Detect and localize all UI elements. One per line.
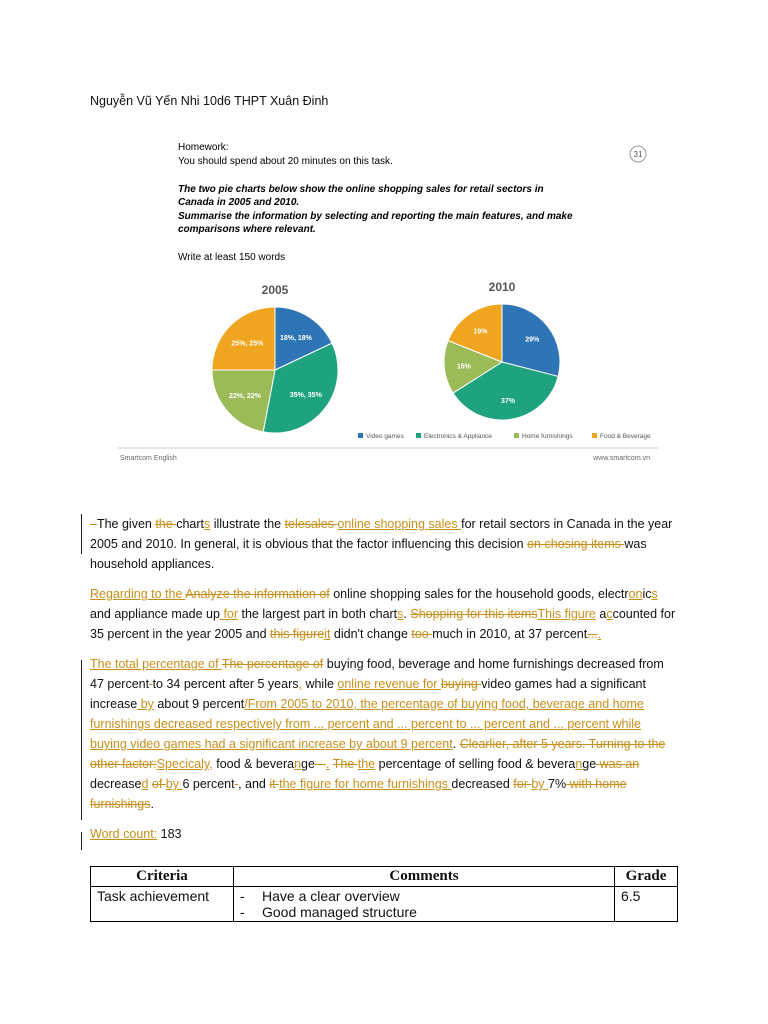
legend-label-2: Home furnishings bbox=[522, 433, 573, 440]
homework-label: Homework: bbox=[178, 142, 229, 153]
deletion: – bbox=[90, 517, 97, 531]
deletion: too bbox=[411, 627, 433, 641]
pie-label-2010-3: 19% bbox=[473, 328, 488, 336]
comments-list bbox=[240, 888, 608, 920]
footer-right: www.smartcom.vn bbox=[593, 455, 650, 462]
insertion: n bbox=[294, 757, 302, 771]
word-requirement: Write at least 150 words bbox=[178, 252, 286, 263]
text-run: chart bbox=[176, 517, 204, 531]
text-run: food & bevera bbox=[212, 757, 295, 771]
text-run: the largest part in both chart bbox=[238, 607, 398, 621]
insertion: by bbox=[137, 697, 154, 711]
text-run: about 9 percent bbox=[153, 697, 245, 711]
insertion: the figure for home furnishings bbox=[279, 777, 452, 791]
text-run: online shopping sales for the household goods, electr bbox=[329, 587, 629, 601]
insertion: The total percentage of bbox=[90, 657, 222, 671]
text-run: . bbox=[403, 607, 411, 621]
text-run: 7% bbox=[548, 777, 567, 791]
chart-legend bbox=[358, 433, 651, 440]
deletion: telesales bbox=[284, 517, 338, 531]
pie-label-2005-3: 25%, 25% bbox=[231, 340, 264, 348]
insertion: , bbox=[298, 677, 302, 691]
task-line-2: Canada in 2005 and 2010. bbox=[178, 197, 300, 208]
pie-slice-2005-3 bbox=[212, 307, 275, 370]
insertion: s bbox=[203, 517, 211, 531]
text-run: buying food, beverage and home furnishings decreased from bbox=[323, 657, 664, 671]
text-run: 47 percent bbox=[90, 677, 150, 691]
header-comments: Comments bbox=[234, 867, 615, 887]
legend-label-3: Food & Beverage bbox=[600, 433, 651, 440]
time-instruction: You should spend about 20 minutes on this task. bbox=[178, 156, 393, 167]
deletion: with home furnishings bbox=[90, 777, 627, 811]
legend-swatch-1 bbox=[416, 433, 421, 438]
text-run: was household appliances. bbox=[90, 537, 647, 571]
text-run: and appliance made up bbox=[90, 607, 220, 621]
change-bar bbox=[81, 832, 82, 850]
table-header-row bbox=[91, 867, 678, 887]
insertion: for bbox=[219, 607, 239, 621]
header-grade: Grade bbox=[615, 867, 678, 887]
task-figure bbox=[110, 138, 666, 468]
pie-chart-2010 bbox=[444, 304, 560, 420]
text-run: . bbox=[150, 797, 154, 811]
word-count-value: 183 bbox=[157, 827, 182, 841]
pie-label-2010-2: 15% bbox=[456, 363, 471, 371]
deletion: on chosing items bbox=[527, 537, 625, 551]
insertion: on bbox=[628, 587, 643, 601]
task-line-4: comparisons where relevant. bbox=[178, 224, 316, 235]
deletion: - bbox=[314, 757, 327, 771]
word-count-label: Word count: bbox=[90, 827, 158, 841]
pie-chart-2005 bbox=[212, 307, 338, 433]
text-run: video games had a significant increase bbox=[90, 677, 646, 711]
pie-label-2005-0: 18%, 18% bbox=[279, 335, 312, 343]
text-run: illustrate the bbox=[210, 517, 285, 531]
pie-label-2010-1: 37% bbox=[500, 397, 515, 405]
deletion: this figure bbox=[270, 627, 325, 641]
insertion: online revenue for bbox=[337, 677, 441, 691]
change-bar bbox=[81, 660, 82, 820]
text-run: , and bbox=[238, 777, 270, 791]
insertion: s bbox=[651, 587, 658, 601]
insertion: c bbox=[606, 607, 613, 621]
legend-label-1: Electronics & Appliance bbox=[424, 433, 492, 440]
pie-label-2010-0: 29% bbox=[525, 336, 540, 344]
text-run: a bbox=[595, 607, 607, 621]
insertion: Specicaly, bbox=[156, 757, 213, 771]
insertion: online shopping sales bbox=[337, 517, 462, 531]
text-run: ge bbox=[301, 757, 315, 771]
insertion: by bbox=[165, 777, 183, 791]
header-criteria: Criteria bbox=[91, 867, 234, 887]
text-run: The given bbox=[96, 517, 156, 531]
author-line: Nguyễn Vũ Yến Nhi 10d6 THPT Xuân Đinh bbox=[90, 94, 329, 108]
page-number: 31 bbox=[633, 150, 643, 159]
text-run: much in 2010, at 37 percent bbox=[432, 627, 588, 641]
deletion: of bbox=[151, 777, 166, 791]
deletion: it bbox=[269, 777, 280, 791]
cell-grade: 6.5 bbox=[615, 887, 678, 922]
deletion: The bbox=[332, 757, 358, 771]
cell-criteria: Task achievement bbox=[91, 887, 234, 922]
legend-label-0: Video games bbox=[366, 433, 404, 440]
text-run: decreased bbox=[451, 777, 514, 791]
deletion: Analyze the information of bbox=[185, 587, 330, 601]
insertion: n bbox=[575, 757, 583, 771]
deletion: Clearlier, after 5 years. Turning to the other factor: bbox=[90, 737, 666, 771]
task-figure-svg bbox=[110, 138, 666, 468]
insertion: Regarding to the bbox=[90, 587, 186, 601]
footer-left: Smartcom English bbox=[120, 455, 177, 462]
cell-comments bbox=[234, 887, 615, 922]
legend-swatch-2 bbox=[514, 433, 519, 438]
text-run: for retail sectors in Canada in the year 2005 and 2010. In general, it is obvious that the factor influencing this decision bbox=[90, 517, 673, 551]
essay-paragraph-3 bbox=[90, 654, 680, 814]
text-run: while bbox=[301, 677, 338, 691]
deletion: for bbox=[513, 777, 532, 791]
grading-table bbox=[90, 866, 678, 922]
text-run: . bbox=[452, 737, 460, 751]
essay-body bbox=[90, 514, 680, 854]
insertion: s bbox=[397, 607, 404, 621]
pie-label-2005-1: 35%, 35% bbox=[289, 391, 322, 399]
text-run: ge bbox=[582, 757, 597, 771]
change-bar bbox=[81, 514, 82, 554]
text-run: decrease bbox=[90, 777, 142, 791]
deletion: The percentage of bbox=[221, 657, 324, 671]
insertion: d bbox=[141, 777, 149, 791]
deletion: buying bbox=[440, 677, 482, 691]
essay-paragraph-2 bbox=[90, 584, 680, 644]
table-row bbox=[91, 887, 678, 922]
text-run: ic bbox=[642, 587, 652, 601]
legend-swatch-3 bbox=[592, 433, 597, 438]
text-run: didn't change bbox=[330, 627, 412, 641]
deletion: ... bbox=[587, 627, 598, 641]
insertion: This figure bbox=[537, 607, 596, 621]
deletion: the bbox=[155, 517, 177, 531]
word-count-line bbox=[90, 824, 680, 844]
text-run: to 34 percent after 5 years bbox=[152, 677, 299, 691]
insertion: the bbox=[357, 757, 376, 771]
text-run: percentage of selling food & bevera bbox=[375, 757, 576, 771]
pie-title-2005: 2005 bbox=[261, 283, 289, 297]
legend-swatch-0 bbox=[358, 433, 363, 438]
insertion: . bbox=[326, 757, 330, 771]
insertion: /From 2005 to 2010, the percentage of buying food, beverage and home furnishings decreased respectively from ... percent and ... percent to ... percent and ... percent while buying video games had a significant increase by about 9 percent bbox=[90, 697, 644, 751]
task-line-1: The two pie charts below show the online shopping sales for retail sectors in bbox=[178, 184, 544, 195]
comment-item: - Good managed structure bbox=[262, 904, 608, 920]
deletion: Shopping for this items bbox=[410, 607, 538, 621]
insertion: by bbox=[531, 777, 549, 791]
pie-title-2010: 2010 bbox=[488, 280, 516, 294]
text-run: counted for 35 percent in the year 2005 and bbox=[90, 607, 676, 641]
pie-label-2005-2: 22%, 22% bbox=[228, 392, 261, 400]
text-run: 6 percent bbox=[182, 777, 235, 791]
essay-paragraph-1 bbox=[90, 514, 680, 574]
comment-item: - Have a clear overview bbox=[262, 888, 608, 904]
insertion: it bbox=[324, 627, 331, 641]
insertion: . bbox=[597, 627, 602, 641]
task-line-3: Summarise the information by selecting and reporting the main features, and make bbox=[178, 211, 573, 222]
deletion: was an bbox=[596, 757, 640, 771]
